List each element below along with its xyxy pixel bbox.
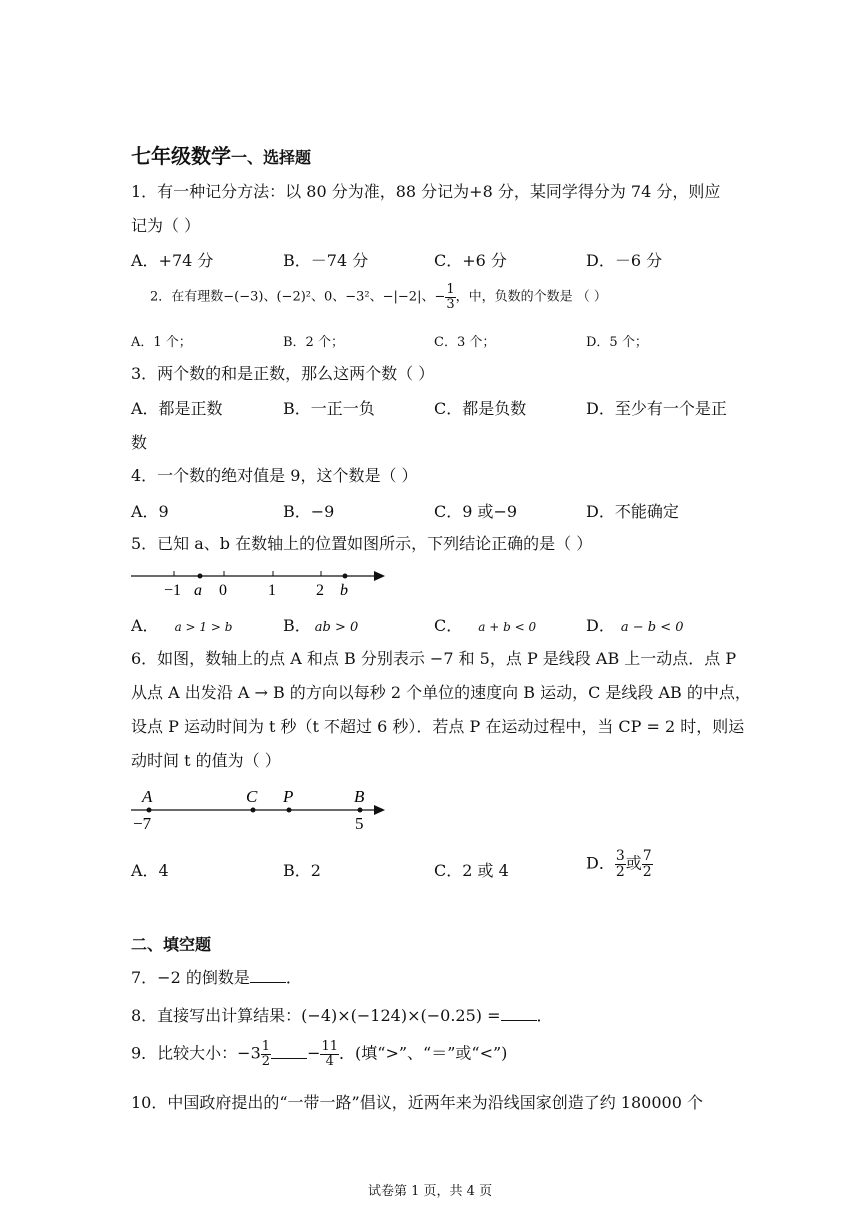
- q4-option-c: C．9 或−9: [434, 502, 518, 521]
- q1-option-c: C．+6 分: [434, 251, 507, 270]
- q6-optd-frac1: [615, 849, 626, 879]
- q6-option-d: [586, 849, 653, 879]
- q6-axis-arrow: [374, 805, 385, 815]
- q1-option-d: D．－6 分: [586, 251, 663, 270]
- q6-optd-f2-num: 7: [642, 848, 652, 864]
- q6-label-5: 5: [355, 814, 364, 833]
- q5-label-0: 0: [219, 582, 227, 599]
- q1-line1: 1．有一种记分方法：以 80 分为准，88 分记为+8 分，某同学得分为 74 分，则应: [131, 182, 721, 201]
- q6-optd-mid: 或: [625, 853, 642, 873]
- q3-option-d: D．至少有一个是正: [586, 399, 727, 418]
- q7-stem: 7．−2 的倒数是: [131, 968, 250, 987]
- q7-answer-blank: [250, 968, 286, 983]
- q9-answer-blank: [271, 1044, 307, 1059]
- q7: [131, 966, 302, 990]
- q2-frac-num: 1: [446, 282, 455, 297]
- q6-optd-frac2: [642, 849, 653, 879]
- q8-stem: 8．直接写出计算结果：(−4)×(−124)×(−0.25) =: [131, 1006, 501, 1025]
- section-title-2: 二、填空题: [131, 935, 212, 954]
- q5-option-a-expr: a > 1 > b: [174, 620, 233, 634]
- q9-stem: 9．比较大小：−3: [131, 1043, 261, 1063]
- q9-frac2: [320, 1040, 339, 1068]
- q5-label-m1: −1: [164, 582, 182, 599]
- title-main: 七年级数学: [131, 144, 231, 168]
- q10-line1: 10．中国政府提出的“一带一路”倡议，近两年来为沿线国家创造了约 180000 个: [131, 1093, 703, 1112]
- q5-number-line: [128, 562, 390, 602]
- q2-stem: [150, 283, 607, 311]
- q6-point-c: [251, 808, 256, 813]
- q2-expression: −(−3)、(−2)²、0、−3²、−|−2|、−: [223, 289, 446, 305]
- q6-number-line: [128, 782, 390, 834]
- q5-label-b: b: [340, 582, 348, 599]
- q5-option-b-letter: B．: [283, 616, 311, 635]
- q6-line3: 设点 P 运动时间为 t 秒（t 不超过 6 秒）．若点 P 在运动过程中，当 CP = 2 时，则运: [131, 717, 745, 736]
- page-title: [131, 140, 311, 169]
- q6-point-a: [147, 808, 152, 813]
- q5-option-c: [434, 613, 536, 636]
- q6-optd-f1-num: 3: [615, 848, 625, 864]
- q4-option-b: B．−9: [283, 502, 335, 521]
- q2-option-d: D．5 个；: [586, 335, 648, 350]
- q6-optd-f1-den: 2: [615, 864, 625, 880]
- q3-option-c: C．都是负数: [434, 399, 527, 418]
- q6-optd-f2-den: 2: [642, 864, 652, 880]
- q5-option-b: [283, 613, 358, 636]
- q5-line1: 5．已知 a、b 在数轴上的位置如图所示，下列结论正确的是（ ）: [131, 534, 593, 553]
- q2-option-c: C．3 个；: [434, 335, 496, 350]
- q2-suffix: ，中，负数的个数是 （ ）: [455, 289, 607, 305]
- q9: [131, 1040, 507, 1068]
- q5-option-a-letter: A．: [131, 616, 159, 635]
- q6-option-b: B．2: [283, 861, 321, 880]
- q3-option-a: A．都是正数: [131, 399, 223, 418]
- q5-axis-arrow: [374, 571, 385, 581]
- q8: [131, 1004, 553, 1028]
- q2-frac-den: 3: [446, 297, 455, 312]
- q2-option-b: B．2 个；: [283, 335, 344, 350]
- q6-point-b: [358, 808, 363, 813]
- q5-option-d-expr: a − b < 0: [620, 620, 684, 635]
- q6-option-d-letter: D．: [586, 853, 615, 873]
- q6-label-c: C: [246, 787, 258, 806]
- q6-label-m7: −7: [133, 814, 152, 833]
- q6-line1: 6．如图，数轴上的点 A 和点 B 分别表示 −7 和 5，点 P 是线段 AB 上一动点．点 P: [131, 649, 737, 668]
- q9-f1-den: 2: [261, 1054, 271, 1069]
- q5-option-b-expr: ab > 0: [314, 620, 359, 635]
- q6-line2: 从点 A 出发沿 A → B 的方向以每秒 2 个单位的速度向 B 运动，C 是线段 AB 的中点，: [131, 683, 751, 702]
- q5-point-b: [343, 574, 348, 579]
- q6-label-b: B: [354, 787, 365, 806]
- q9-mid: −: [307, 1043, 321, 1063]
- q3-option-d-wrap: 数: [131, 433, 148, 452]
- q4-line1: 4．一个数的绝对值是 9，这个数是（ ）: [131, 466, 418, 485]
- q6-line4: 动时间 t 的值为（ ）: [131, 751, 281, 770]
- q9-f1-num: 1: [261, 1039, 271, 1054]
- q5-option-a: [131, 613, 232, 636]
- q4-option-a: A．9: [131, 502, 169, 521]
- q6-point-p: [287, 808, 292, 813]
- q5-option-c-letter: C．: [434, 616, 463, 635]
- q2-option-a: A．1 个；: [131, 335, 192, 350]
- section-title-1: 一、选择题: [231, 148, 312, 167]
- q8-end: ．: [536, 1006, 553, 1025]
- q6-option-c: C．2 或 4: [434, 861, 509, 880]
- q1-line2: 记为（ ）: [131, 216, 201, 235]
- q2-fraction: [445, 283, 455, 311]
- q2-prefix: 2．在有理数: [150, 289, 224, 305]
- q3-line1: 3．两个数的和是正数，那么这两个数（ ）: [131, 364, 435, 383]
- q3-option-b: B．一正一负: [283, 399, 375, 418]
- q9-f2-num: 11: [321, 1039, 339, 1054]
- q6-label-a: A: [142, 787, 153, 806]
- page-footer: 试卷第 1 页，共 4 页: [368, 1184, 493, 1199]
- q5-option-d: [586, 613, 684, 636]
- q5-label-a: a: [194, 582, 202, 599]
- q6-label-p: P: [283, 787, 294, 806]
- q5-option-d-letter: D．: [586, 616, 615, 635]
- q9-end: ．(填“>”、“＝”或“<”): [339, 1043, 508, 1063]
- q5-label-1: 1: [268, 582, 276, 599]
- q4-option-d: D．不能确定: [586, 502, 679, 521]
- q9-f2-den: 4: [325, 1054, 334, 1069]
- q6-option-a: A．4: [131, 861, 169, 880]
- q7-end: ．: [285, 968, 302, 987]
- q5-option-c-expr: a + b < 0: [478, 620, 537, 634]
- q9-frac1: [261, 1040, 271, 1068]
- q1-option-a: A．+74 分: [131, 251, 214, 270]
- q5-point-a: [198, 574, 203, 579]
- q8-answer-blank: [501, 1006, 537, 1021]
- q1-option-b: B．－74 分: [283, 251, 369, 270]
- q5-label-2: 2: [316, 582, 324, 599]
